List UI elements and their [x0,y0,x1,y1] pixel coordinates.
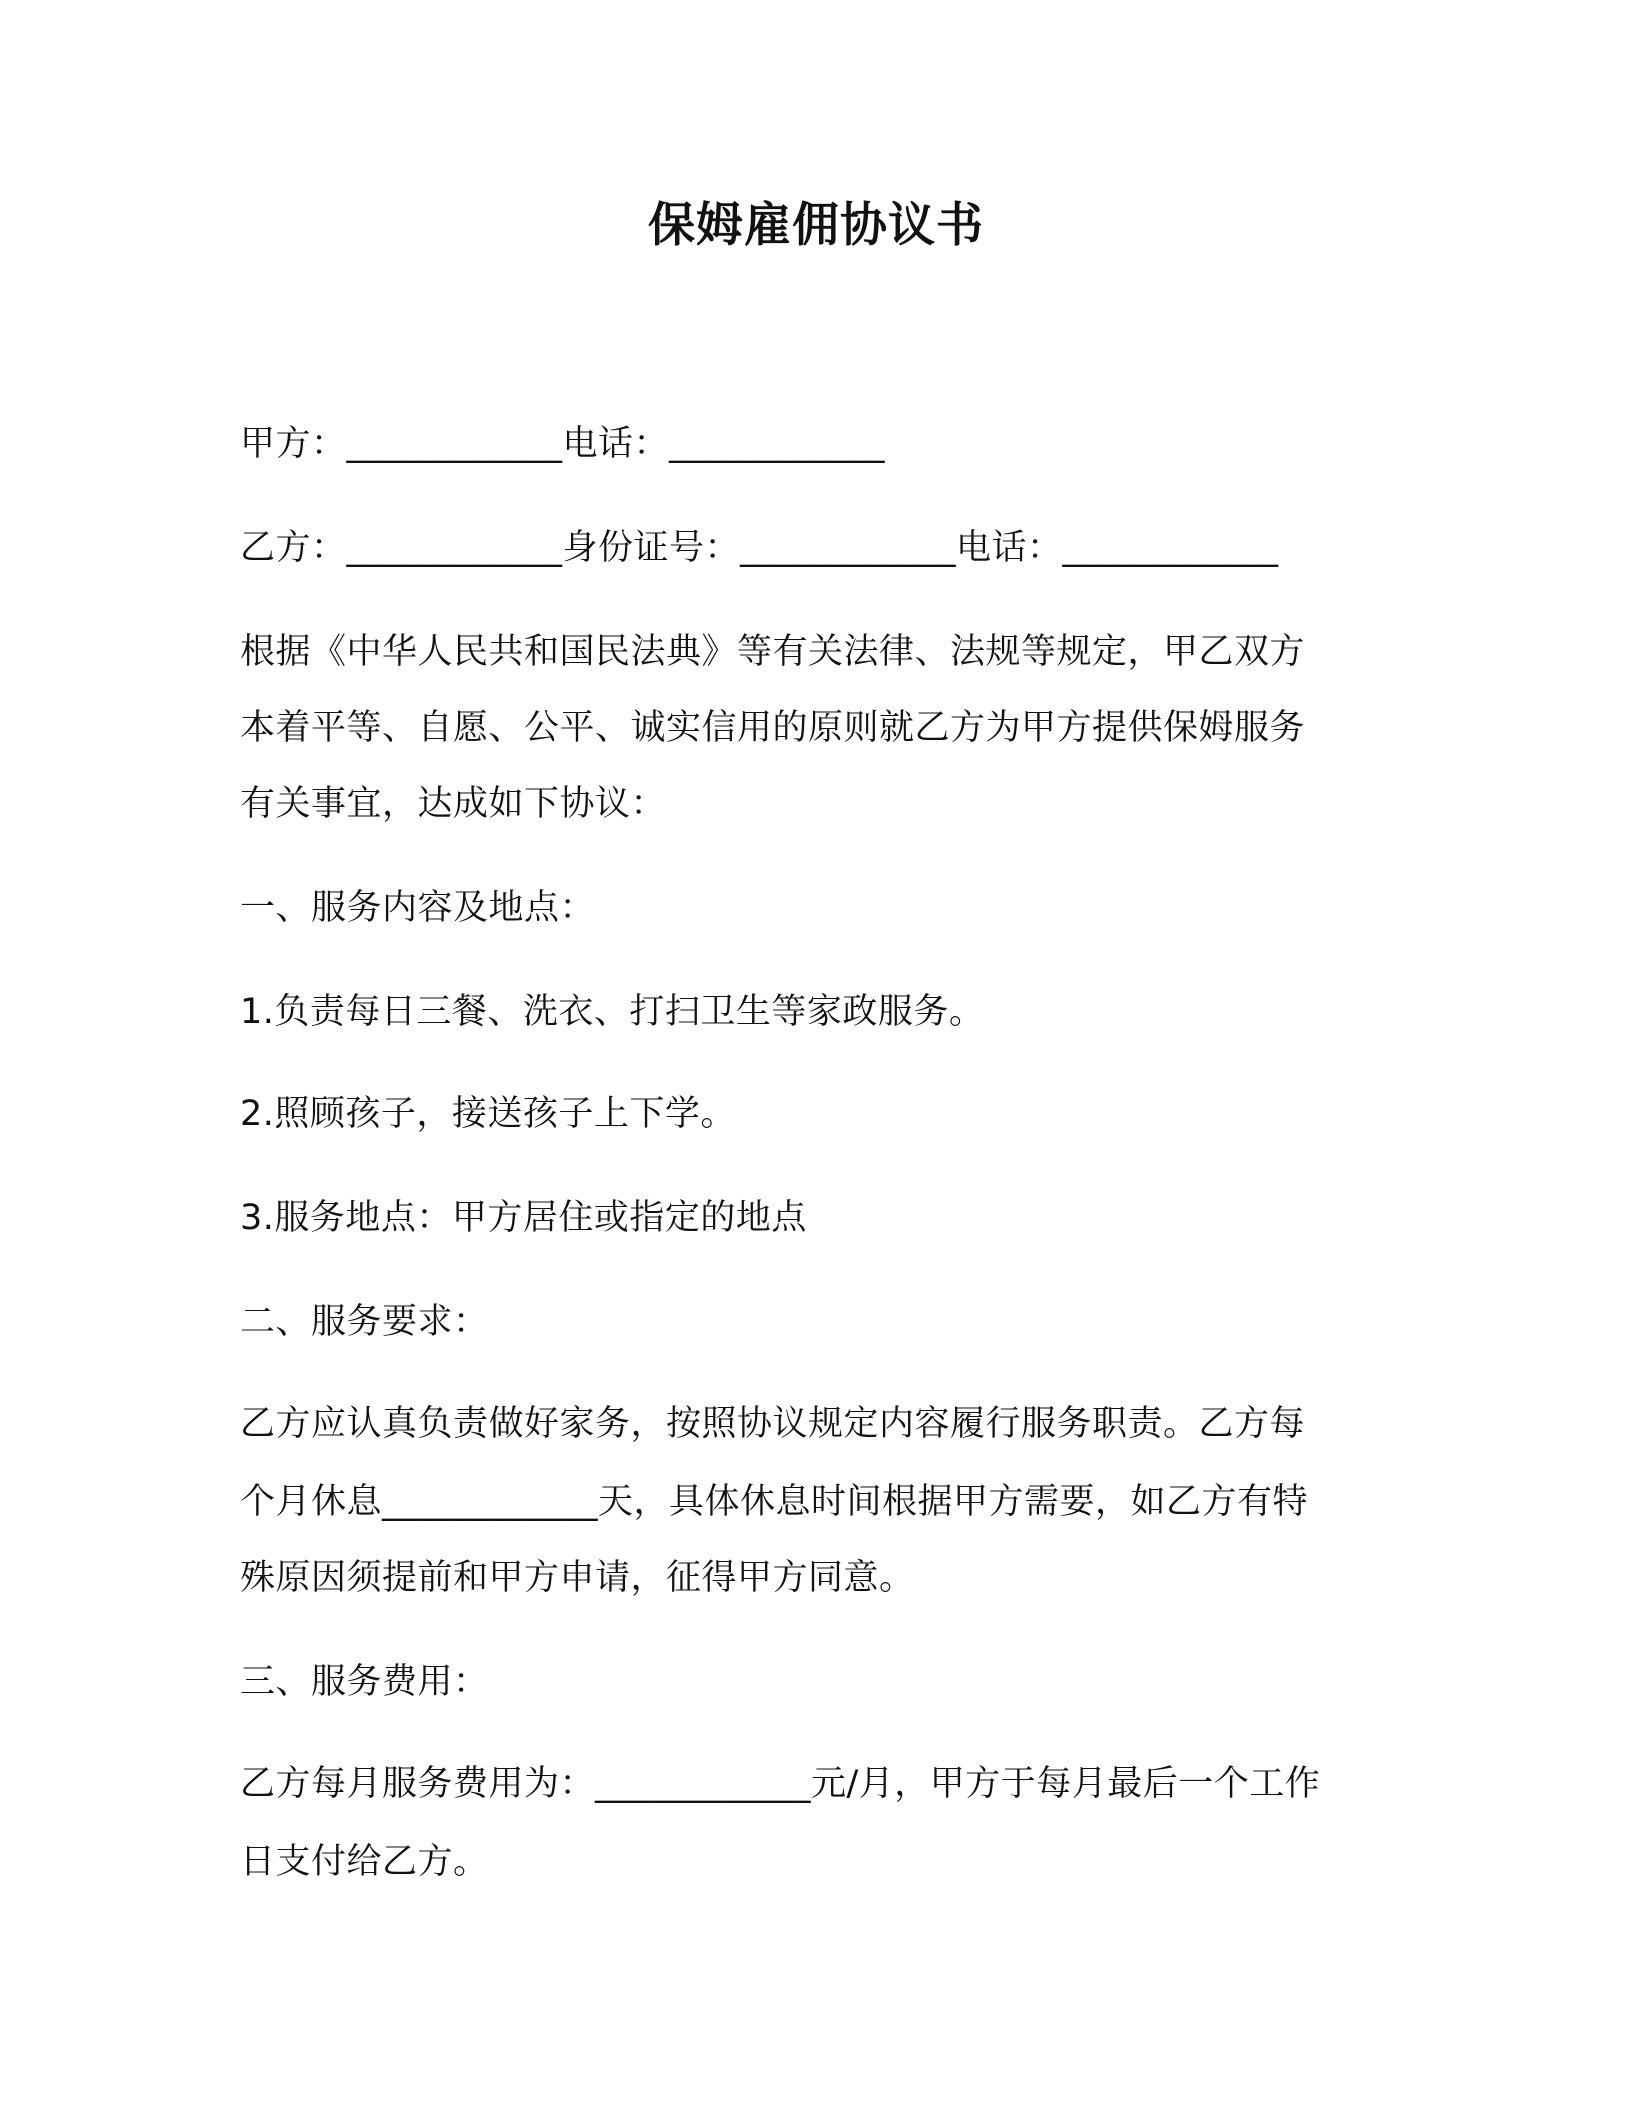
section-2-line-2: 个月休息____________天，具体休息时间根据甲方需要，如乙方有特 [240,1482,1309,1522]
section-2-line-3: 殊原因须提前和甲方申请，征得甲方同意。 [240,1558,915,1598]
clause-1-1: 1.负责每日三餐、洗衣、打扫卫生等家政服务。 [240,992,985,1032]
section-2-line-1: 乙方应认真负责做好家务，按照协议规定内容履行服务职责。乙方每 [240,1404,1306,1444]
intro-line-2: 本着平等、自愿、公平、诚实信用的原则就乙方为甲方提供保姆服务 [240,708,1306,748]
party-b-line: 乙方：____________身份证号：____________电话：____________ [240,528,1279,568]
clause-1-3: 3.服务地点：甲方居住或指定的地点 [240,1198,807,1238]
section-3-line-2: 日支付给乙方。 [240,1842,489,1882]
intro-line-3: 有关事宜，达成如下协议： [240,784,667,824]
section-heading-2: 二、服务要求： [240,1302,489,1342]
section-heading-1: 一、服务内容及地点： [240,888,596,928]
clause-1-2: 2.照顾孩子，接送孩子上下学。 [240,1094,736,1134]
party-a-line: 甲方：____________电话：____________ [240,424,886,464]
intro-line-1: 根据《中华人民共和国民法典》等有关法律、法规等规定，甲乙双方 [240,632,1306,672]
section-3-line-1: 乙方每月服务费用为：____________元/月，甲方于每月最后一个工作 [240,1764,1321,1804]
section-heading-3: 三、服务费用： [240,1662,489,1702]
document-title: 保姆雇佣协议书 [648,198,984,253]
